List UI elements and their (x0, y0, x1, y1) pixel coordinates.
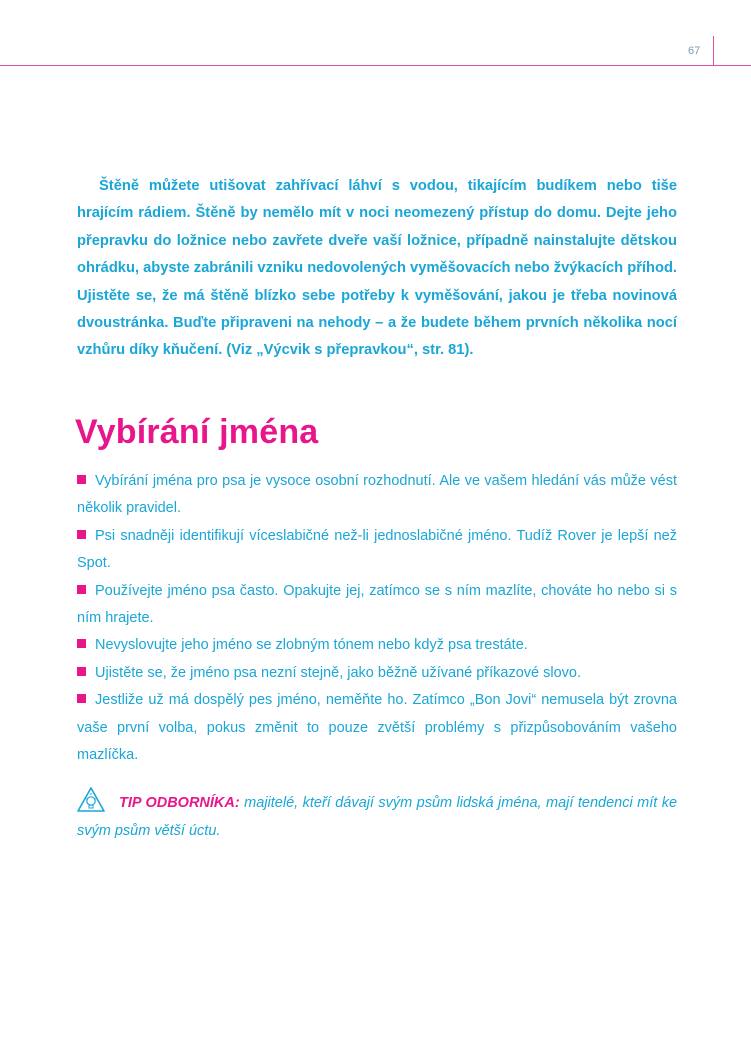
bullet-square-icon (77, 475, 86, 484)
list-item (77, 687, 677, 769)
bullet-list (77, 468, 677, 769)
list-item-text: Vybírání jména pro psa je vysoce osobní rozhodnutí. Ale ve vašem hledání vás může vést několik pravidel. (77, 473, 677, 517)
list-item-text: Ujistěte se, že jméno psa nezní stejně, jako běžně užívané příkazové slovo. (95, 664, 582, 681)
tip-label: TIP ODBORNÍKA: (119, 795, 240, 811)
list-item-text: Používejte jméno psa často. Opakujte jej, zatímco se s ním mazlíte, chováte ho nebo si s ním hrajete. (77, 582, 677, 627)
list-item (77, 578, 677, 633)
tip-text: majitelé, kteří dávají svým psům lidská jména, mají tendenci mít ke svým psům větší úctu. (77, 795, 678, 839)
bullet-square-icon (77, 667, 86, 676)
bullet-square-icon (77, 585, 86, 594)
header-divider (713, 36, 714, 66)
header-rule (0, 65, 751, 66)
bullet-square-icon (77, 530, 86, 539)
list-item (77, 660, 677, 687)
list-item-text: Nevyslovujte jeho jméno se zlobným tónem nebo když psa trestáte. (95, 637, 528, 654)
list-item-text: Psi snadněji identifikují víceslabičné než-li jednoslabičné jméno. Tudíž Rover je lepší než Spot. (77, 527, 677, 572)
list-item (77, 523, 677, 578)
list-item (77, 468, 677, 523)
section-title: Vybírání jména (75, 413, 319, 451)
list-item (77, 632, 677, 659)
page-number: 67 (688, 45, 701, 57)
list-item-text: Jestliže už má dospělý pes jméno, neměňte ho. Zatímco „Bon Jovi“ nemusela být zrovna vaše první volba, pokus změnit to pouze zvětší problémy s přizpůsobováním vašeho mazlíčka. (77, 692, 677, 764)
bullet-square-icon (77, 694, 86, 703)
bullet-square-icon (77, 639, 86, 648)
expert-tip (77, 787, 677, 845)
lightbulb-warning-icon (77, 787, 113, 813)
intro-paragraph: Štěně můžete utišovat zahřívací láhví s vodou, tikajícím budíkem nebo tiše hrajícím rádiem. Štěně by nemělo mít v noci neomezený přístup do domu. Dejte jeho přepravku do ložnice nebo zavřete dveře vaší ložnice, případně nainstalujte dětskou ohrádku, abyste zabránili vzniku nedovolených vyměšovacích nebo žvýkacích příhod. Ujistěte se, že má štěně blízko sebe potřeby k vyměšování, jakou je třeba novinová dvoustránka. Buďte připraveni na nehody – a že budete během prvních několika nocí vzhůru díky kňučení. (Viz „Výcvik s přepravkou“, str. 81). (77, 178, 677, 359)
